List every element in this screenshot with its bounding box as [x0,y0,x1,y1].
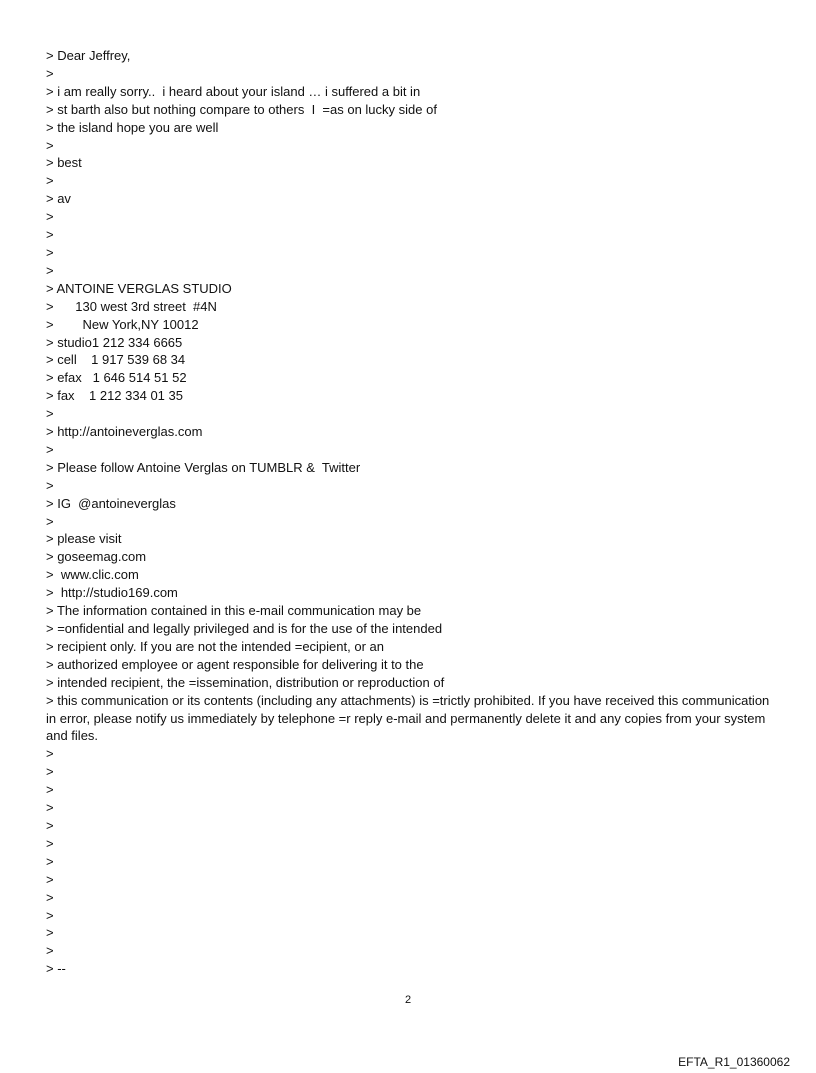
email-line: > [46,209,54,225]
email-line: > [46,817,54,833]
page-number: 2 [404,994,412,1006]
email-line: > Please follow Antoine Verglas on TUMBLR & Twitter [46,459,361,475]
email-line: > best [46,155,82,171]
email-line: > [46,441,54,457]
email-line: > intended recipient, the =issemination, distribution or reproduction of [46,674,445,690]
email-line: > New York,NY 10012 [46,316,199,332]
email-line: > [46,764,54,780]
email-line: > this communication or its contents (including any attachments) is =trictly prohibited. If you have received this communication in error, please notify us immediately by telephone =r reply e-mail and permanently delete it and any copies from your system and files. [46,692,773,744]
email-line: > -- [46,961,66,977]
email-line: > [46,406,54,422]
email-line: > i am really sorry.. i heard about your island … i suffered a bit in [46,83,421,99]
email-line: > [46,137,54,153]
email-line: > the island hope you are well [46,119,219,135]
email-line: > [46,925,54,941]
email-line: > cell 1 917 539 68 34 [46,352,186,368]
email-line: > fax 1 212 334 01 35 [46,388,183,404]
email-line: > The information contained in this e-mail communication may be [46,603,422,619]
email-line: > http://antoineverglas.com [46,424,203,440]
email-line: > [46,262,54,278]
email-line: > av [46,191,71,207]
email-line: > [46,782,54,798]
email-line: > [46,513,54,529]
email-line: > [46,871,54,887]
email-line: > st barth also but nothing compare to others I =as on lucky side of [46,101,437,117]
email-line: > http://studio169.com [46,585,178,601]
email-line: > ANTOINE VERGLAS STUDIO [46,280,232,296]
email-line: > Dear Jeffrey, [46,48,131,63]
email-line: > recipient only. If you are not the intended =ecipient, or an [46,638,384,654]
bates-number: EFTA_R1_01360062 [678,1055,790,1069]
email-line: > [46,800,54,816]
email-line: > please visit [46,531,122,547]
email-line: > www.clic.com [46,567,139,583]
email-line: > [46,853,54,869]
email-line: > [46,889,54,905]
email-line: > goseemag.com [46,549,147,565]
email-line: > 130 west 3rd street #4N [46,298,217,314]
email-line: > efax 1 646 514 51 52 [46,370,187,386]
email-line: > [46,835,54,851]
email-line: > =onfidential and legally privileged and is for the use of the intended [46,621,443,636]
email-line: > [46,943,54,959]
email-line: > studio1 212 334 6665 [46,334,183,350]
email-line: > [46,477,54,493]
email-body [46,47,776,978]
email-line: > [46,65,54,81]
email-line: > [46,746,54,762]
email-line: > [46,907,54,923]
email-line: > IG @antoineverglas [46,495,176,511]
email-line: > [46,244,54,260]
email-line: > [46,173,54,189]
email-line: > [46,227,54,243]
email-line: > authorized employee or agent responsible for delivering it to the [46,656,424,672]
